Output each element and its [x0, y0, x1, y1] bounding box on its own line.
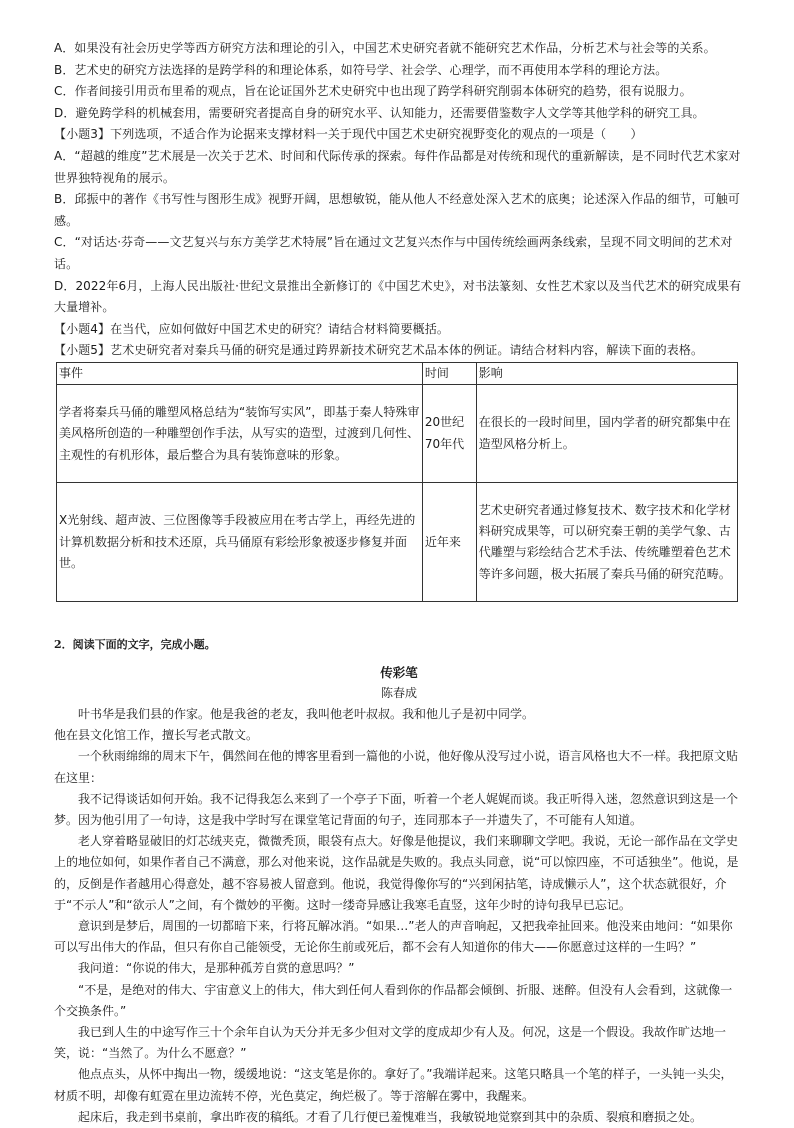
cell-time: 近年来: [422, 483, 476, 602]
cell-impact: 在很长的一段时间里，国内学者的研究都集中在造型风格分析上。: [476, 385, 737, 483]
table-header-row: [57, 362, 738, 384]
header-time: 时间: [422, 362, 476, 384]
section-2: [54, 634, 744, 1128]
cell-time: 20世纪70年代: [422, 385, 476, 483]
question-4: 【小题4】在当代，应如何做好中国艺术史的研究？请结合材料简要概括。: [54, 321, 449, 336]
header-event: 事件: [57, 362, 423, 384]
story-title: 传彩笔: [380, 664, 418, 680]
paragraph: 起床后，我走到书桌前，拿出昨夜的稿纸。才看了几行便已羞愧难当，我敏锐地觉察到其中的杂质、裂痕和磨损之处。: [78, 1109, 703, 1124]
option-d: D．避免跨学科的机械套用，需要研究者提高自身的研究水平、认知能力，还需要借鉴数字人文学等其他学科的研究工具。: [54, 105, 705, 120]
paragraph: 我问道：“你说的伟大，是那种孤芳自赏的意思吗？”: [78, 961, 355, 976]
option-b: B．艺术史的研究方法选择的是跨学科的和理论体系，如符号学、社会学、心理学，而不再使用本学科的理论方法。: [54, 62, 668, 77]
option-c: C．作者间接引用贡布里希的观点，旨在论证国外艺术史研究中也出现了跨学科研究削弱本体研究的趋势，很有说服力。: [54, 84, 692, 99]
paragraph: 一个秋雨绵绵的周末下午，偶然间在他的博客里看到一篇他的小说，他好像从没写过小说，语言风格也大不一样。我把原文贴在这里：: [54, 749, 739, 785]
cell-event: X光射线、超声波、三位图像等手段被应用在考古学上，再经先进的计算机数据分析和技术还原，兵马俑原有彩绘形象被逐步修复并面世。: [57, 483, 423, 602]
header-impact: 影响: [476, 362, 737, 384]
q3-option-d: D．2022年6月，上海人民出版社·世纪文景推出全新修订的《中国艺术史》，对书法篆刻、女性艺术家以及当代艺术的研究成果有大量增补。: [54, 278, 742, 315]
q3-option-c: C．“对话达·芬奇——文艺复兴与东方美学艺术特展”旨在通过文艺复兴杰作与中国传统绘画两条线索，呈现不同文明间的艺术对话。: [54, 235, 733, 271]
option-a: A．如果没有社会历史学等西方研究方法和理论的引入，中国艺术史研究者就不能研究艺术作品，分析艺术与社会等的关系。: [54, 41, 716, 55]
paragraph: 老人穿着略显破旧的灯芯绒夹克，微微秃顶，眼袋有点大。好像是他提议，我们来聊聊文学吧。我说，无论一部作品在文学史上的地位如何，如果作者自己不满意，那么对他来说，这作品就是失败的。我点头同意，说“可以惊四座，不可适独坐”。他说，是的，反倒是作者越用心得意处，越不容易被人留意到。他说，我觉得像你写的“兴到闲拈笔，诗成懒示人”，这个状态就很好，介于“不示人”和“欲示人”之间，有个微妙的平衡。这时一缕奇异感让我寒毛直竖，这年少时的诗句我早已忘记。: [54, 834, 739, 912]
page: [54, 38, 744, 1128]
paragraph: 我不记得谈话如何开始。我不记得我怎么来到了一个亭子下面，听着一个老人娓娓而谈。我正听得入迷，忽然意识到这是一个梦。因为他引用了一句诗，这是我中学时写在课堂笔记背面的句子，连同那本子一并遗失了，不可能有人知道。: [54, 791, 739, 827]
events-table: [56, 362, 738, 602]
question-3-stem: 【小题3】下列选项，不适合作为论据来支撑材料一关于现代中国艺术史研究视野变化的观点的一项是（ ）: [54, 127, 643, 142]
cell-event: 学者将秦兵马俑的雕塑风格总结为“装饰写实风”，即基于秦人特殊审美风格所创造的一种雕塑创作手法，从写实的造型，过渡到几何性、主观性的有机形体，最后整合为具有装饰意味的形象。: [57, 385, 423, 483]
paragraph: 意识到是梦后，周围的一切都暗下来，行将瓦解冰消。“如果…”老人的声音响起，又把我牵扯回来。他没来由地问：“如果你可以写出伟大的作品，但只有你自己能领受，无论你生前或死后，都不会有人知道你的伟大——你愿意过这样的一生吗？”: [54, 918, 733, 955]
question-5: 【小题5】艺术史研究者对秦兵马俑的研究是通过跨界新技术研究艺术品本体的例证。请结合材料内容，解读下面的表格。: [54, 343, 704, 358]
table-row: [57, 483, 738, 602]
q3-option-b: B．邱振中的著作《书写性与图形生成》视野开阔，思想敏锐，能从他人不经意处深入艺术的底奥；论述深入作品的细节，可触可感。: [54, 192, 740, 228]
section-1: [54, 38, 744, 602]
story-author: 陈春成: [380, 685, 417, 700]
paragraph: “不是，是绝对的伟大、宇宙意义上的伟大，伟大到任何人看到你的作品都会倾倒、折服、迷醉。但没有人会看到，这就像一个交换条件。”: [54, 982, 733, 1018]
paragraph: 他点点头，从怀中掏出一物，缓缓地说：“这支笔是你的。拿好了。”我端详起来。这笔只略具一个笔的样子，一头钝一头尖，材质不明，却像有虹霓在里边流转不停，光色莫定，绚烂极了。等于溶解在雾中，我醒来。: [54, 1067, 733, 1103]
paragraph: 他在县文化馆工作，擅长写老式散文。: [54, 728, 259, 743]
cell-impact: 艺术史研究者通过修复技术、数字技术和化学材料研究成果等，可以研究秦王朝的美学气象、古代雕塑与彩绘结合艺术手法、传统雕塑着色艺术等许多问题，极大拓展了秦兵马俑的研究范畴。: [476, 483, 737, 602]
question-2-heading: 2．阅读下面的文字，完成小题。: [54, 638, 216, 652]
table-row: [57, 385, 738, 483]
paragraph: 我已到人生的中途写作三十个余年自认为天分并无多少但对文学的度成却少有人及。何况，这是一个假设。我故作旷达地一笑，说：“当然了。为什么不愿意？”: [54, 1024, 727, 1061]
paragraph: 叶书华是我们县的作家。他是我爸的老友，我叫他老叶叔叔。我和他儿子是初中同学。: [78, 706, 535, 721]
q3-option-a: A．“超越的维度”艺术展是一次关于艺术、时间和代际传承的探索。每件作品都是对传统和现代的重新解读，是不同时代艺术家对世界独特视角的展示。: [54, 148, 741, 185]
